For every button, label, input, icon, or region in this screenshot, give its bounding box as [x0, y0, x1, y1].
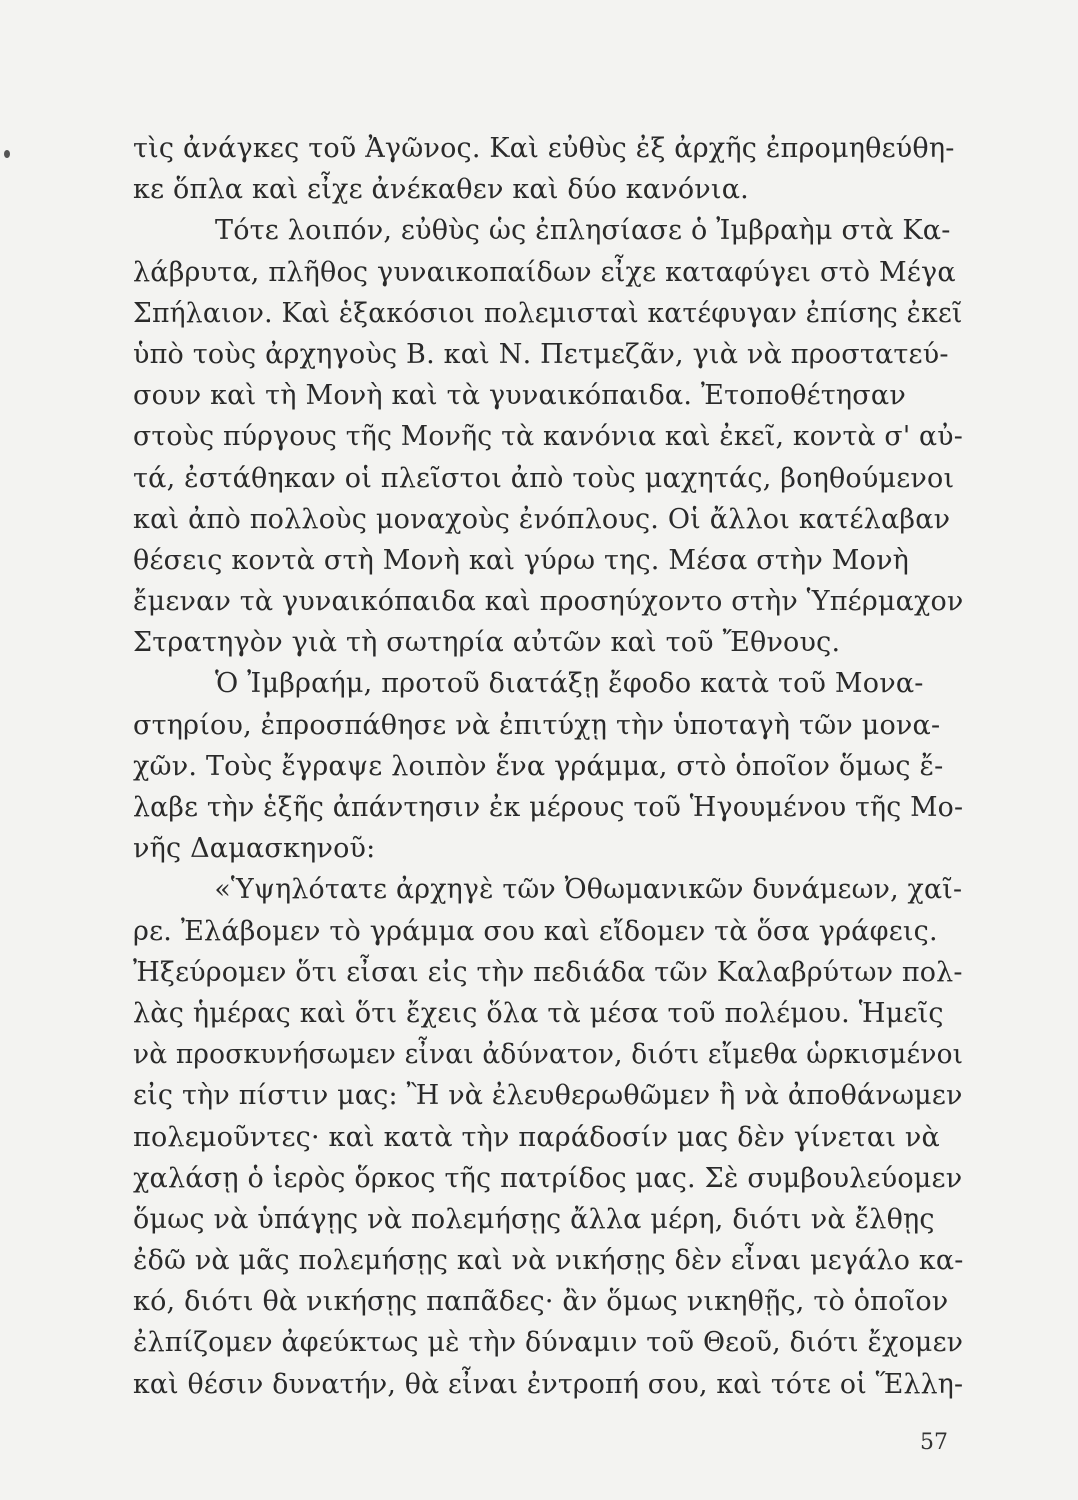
text-line: καὶ ἀπὸ πολλοὺς μοναχοὺς ἐνόπλους. Οἱ ἄλλοι κατέλαβαν [133, 503, 951, 535]
text-line: «Ὑψηλότατε ἀρχηγὲ τῶν Ὀθωμανικῶν δυνάμεων, χαῖ- [214, 874, 963, 906]
text-line: ἔμεναν τὰ γυναικόπαιδα καὶ προσηύχοντο στὴν Ὑπέρμαχον [133, 586, 964, 618]
text-line: λὰς ἡμέρας καὶ ὅτι ἔχεις ὅλα τὰ μέσα τοῦ πολέμου. Ἡμεῖς [133, 997, 944, 1029]
text-line: στηρίου, ἐπροσπάθησε νὰ ἐπιτύχῃ τὴν ὑποταγὴ τῶν μονα- [133, 709, 941, 741]
text-line: στοὺς πύργους τῆς Μονῆς τὰ κανόνια καὶ ἐκεῖ, κοντὰ σ' αὐ- [133, 421, 963, 453]
text-line: λαβε τὴν ἑξῆς ἀπάντησιν ἐκ μέρους τοῦ Ἡγουμένου τῆς Μο- [133, 792, 964, 823]
text-line: χαλάσῃ ὁ ἱερὸς ὅρκος τῆς πατρίδος μας. Σὲ συμβουλεύομεν [133, 1162, 963, 1194]
text-line: τά, ἐστάθηκαν οἱ πλεῖστοι ἀπὸ τοὺς μαχητάς, βοηθούμενοι [133, 462, 955, 494]
page-number: 57 [920, 1430, 948, 1455]
text-line: κε ὅπλα καὶ εἶχε ἀνέκαθεν καὶ δύο κανόνια. [133, 174, 749, 206]
text-line: τὶς ἀνάγκες τοῦ Ἀγῶνος. Καὶ εὐθὺς ἐξ ἀρχῆς ἐπρομηθεύθη- [133, 133, 955, 164]
text-line: νὰ προσκυνήσωμεν εἶναι ἀδύνατον, διότι εἴμεθα ὡρκισμένοι [133, 1039, 964, 1071]
text-line: νῆς Δαμασκηνοῦ: [133, 833, 376, 865]
text-line: χῶν. Τοὺς ἔγραψε λοιπὸν ἕνα γράμμα, στὸ ὁποῖον ὅμως ἔ- [133, 750, 944, 782]
text-line: ὅμως νὰ ὑπάγῃς νὰ πολεμήσῃς ἄλλα μέρη, διότι νὰ ἔλθῃς [133, 1203, 935, 1235]
margin-mark [4, 150, 10, 158]
text-line: Ἠξεύρομεν ὅτι εἶσαι εἰς τὴν πεδιάδα τῶν Καλαβρύτων πολ- [133, 956, 963, 988]
text-line: ἐδῶ νὰ μᾶς πολεμήσῃς καὶ νὰ νικήσῃς δὲν εἶναι μεγάλο κα- [133, 1245, 964, 1277]
text-line: θέσεις κοντὰ στὴ Μονὴ καὶ γύρω της. Μέσα στὴν Μονὴ [133, 544, 910, 576]
text-line: Τότε λοιπόν, εὐθὺς ὡς ἐπλησίασε ὁ Ἰμβραὴμ στὰ Κα- [215, 215, 951, 247]
text-line: κό, διότι θὰ νικήσῃς παπᾶδες· ἂν ὅμως νικηθῇς, τὸ ὁποῖον [133, 1286, 949, 1318]
text-line: λάβρυτα, πλῆθος γυναικοπαίδων εἶχε καταφύγει στὸ Μέγα [133, 256, 956, 288]
text-line: ὑπὸ τοὺς ἀρχηγοὺς Β. καὶ Ν. Πετμεζᾶν, γιὰ νὰ προστατεύ- [133, 338, 949, 370]
text-line: ρε. Ἐλάβομεν τὸ γράμμα σου καὶ εἴδομεν τὰ ὅσα γράφεις. [133, 915, 938, 947]
text-line: Σπήλαιον. Καὶ ἑξακόσιοι πολεμισταὶ κατέφυγαν ἐπίσης ἐκεῖ [133, 297, 963, 329]
text-line: πολεμοῦντες· καὶ κατὰ τὴν παράδοσίν μας δὲν γίνεται νὰ [133, 1121, 940, 1153]
text-line: σουν καὶ τὴ Μονὴ καὶ τὰ γυναικόπαιδα. Ἐτοποθέτησαν [133, 380, 906, 412]
text-line: Στρατηγὸν γιὰ τὴ σωτηρία αὐτῶν καὶ τοῦ Ἔθνους. [133, 627, 841, 659]
text-line: ἐλπίζομεν ἀφεύκτως μὲ τὴν δύναμιν τοῦ Θεοῦ, διότι ἔχομεν [133, 1327, 964, 1359]
text-line: Ὁ Ἰμβραήμ, προτοῦ διατάξῃ ἔφοδο κατὰ τοῦ Μονα- [215, 668, 924, 700]
text-line: εἰς τὴν πίστιν μας: Ἢ νὰ ἐλευθερωθῶμεν ἢ νὰ ἀποθάνωμεν [133, 1080, 963, 1112]
text-line: καὶ θέσιν δυνατήν, θὰ εἶναι ἐντροπή σου, καὶ τότε οἱ Ἕλλη- [133, 1368, 964, 1400]
body-text [133, 128, 963, 1405]
